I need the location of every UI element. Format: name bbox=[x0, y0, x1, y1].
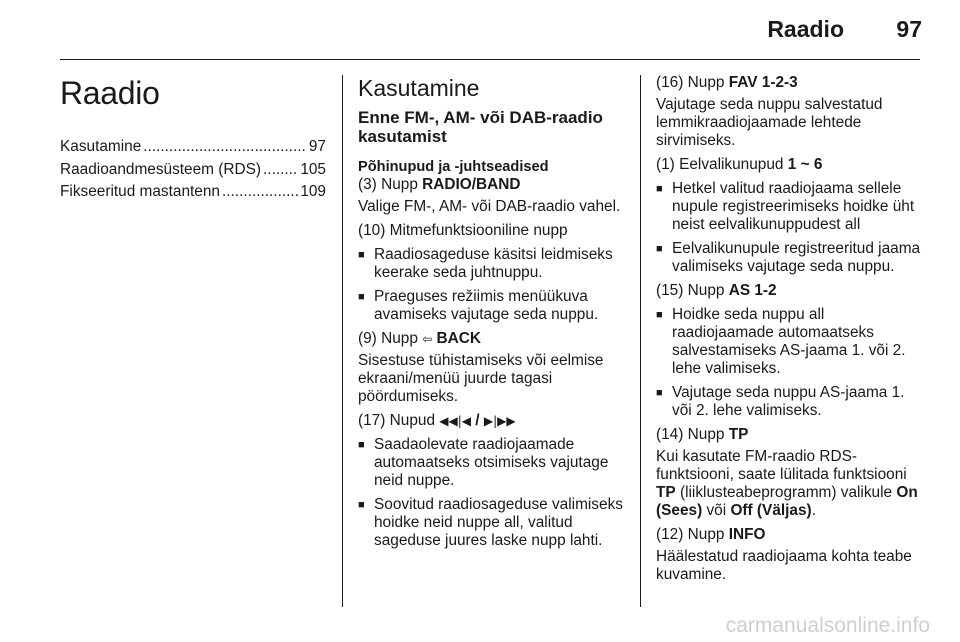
chapter-title: Raadio bbox=[60, 75, 160, 111]
as-item bbox=[656, 282, 922, 420]
section-subtitle: Enne FM-, AM- või DAB-raadio kasutamist bbox=[358, 108, 603, 146]
preset-bullet: ■ Eelvalikunupule registreeritud jaama valimiseks vajutage seda nuppu. bbox=[656, 240, 922, 276]
back-desc: Sisestuse tühistamiseks või eelmise ekraani/menüü juurde tagasi pöördumiseks. bbox=[358, 352, 604, 405]
back-item bbox=[358, 330, 626, 406]
column-divider-2 bbox=[640, 75, 641, 607]
tp-desc-tp: TP bbox=[656, 484, 676, 501]
header-section-title: Raadio bbox=[767, 16, 844, 42]
page-header bbox=[0, 0, 960, 62]
toc-entry-page: 97 bbox=[308, 138, 326, 155]
tp-desc bbox=[656, 448, 922, 520]
preset-name: 1 ~ 6 bbox=[787, 156, 823, 173]
info-desc: Häälestatud raadiojaama kohta teabe kuvamine. bbox=[656, 548, 912, 583]
header-rule bbox=[60, 59, 920, 60]
radio-band-prefix: (3) Nupp bbox=[358, 176, 423, 193]
radio-band-name: RADIO/BAND bbox=[422, 176, 521, 193]
back-name: BACK bbox=[436, 330, 481, 347]
preset-prefix: (1) Eelvalikunupud bbox=[656, 156, 788, 173]
footer-watermark: carmanualsonline.info bbox=[725, 614, 930, 637]
seek-bullet: ■ Soovitud raadiosageduse valimiseks hoidke neid nuppe all, valitud sageduse juures laske nupp lahti. bbox=[358, 496, 626, 550]
column-1 bbox=[60, 70, 326, 206]
tp-prefix: (14) Nupp bbox=[656, 426, 729, 443]
seek-previous-icon: ◀◀|◀ bbox=[439, 414, 472, 428]
tp-item bbox=[656, 426, 922, 520]
toc-leader-dots bbox=[263, 161, 298, 179]
fav-desc: Vajutage seda nuppu salvestatud lemmikraadiojaamade lehtede sirvimiseks. bbox=[656, 96, 883, 149]
toc-entry[interactable] bbox=[60, 161, 326, 184]
toc-leader-dots bbox=[222, 183, 298, 201]
toc-entry-page: 105 bbox=[300, 160, 326, 178]
column-2 bbox=[358, 70, 626, 556]
tp-desc-on: On (Sees) bbox=[656, 484, 918, 519]
table-of-contents bbox=[60, 138, 326, 206]
as-bullet: ■ Vajutage seda nuppu AS-jaama 1. või 2. lehe valimiseks. bbox=[656, 384, 922, 420]
tp-desc-part: . bbox=[811, 502, 816, 519]
header-page-number: 97 bbox=[896, 16, 922, 42]
controls-heading: Põhinupud ja -juhtseadised bbox=[358, 159, 549, 175]
toc-entry-label: Fikseeritud mastantenn bbox=[60, 183, 220, 200]
seek-separator: / bbox=[471, 412, 484, 429]
seek-prefix: (17) Nupud bbox=[358, 412, 440, 429]
knob-bullet: ■ Raadiosageduse käsitsi leidmiseks keerake seda juhtnuppu. bbox=[358, 246, 626, 282]
toc-leader-dots bbox=[143, 138, 307, 156]
info-prefix: (12) Nupp bbox=[656, 526, 729, 543]
back-prefix: (9) Nupp bbox=[358, 330, 423, 347]
column-3 bbox=[656, 70, 922, 590]
seek-bullet: ■ Saadaolevate raadiojaamade automaatseks otsimiseks vajutage neid nuppe. bbox=[358, 436, 626, 490]
toc-entry[interactable] bbox=[60, 183, 326, 206]
toc-entry-label: Raadioandmesüsteem (RDS) bbox=[60, 160, 262, 178]
fav-name: FAV 1-2-3 bbox=[728, 74, 798, 91]
column-divider-1 bbox=[342, 75, 343, 607]
seek-next-icon: ▶|▶▶ bbox=[483, 414, 516, 428]
knob-title: (10) Mitmefunktsiooniline nupp bbox=[358, 222, 568, 239]
radio-band-item bbox=[358, 176, 626, 216]
as-name: AS 1-2 bbox=[728, 282, 777, 299]
toc-entry[interactable] bbox=[60, 138, 326, 161]
knob-item bbox=[358, 222, 626, 324]
fav-prefix: (16) Nupp bbox=[656, 74, 729, 91]
knob-bullet: ■ Praeguses režiimis menüükuva avamiseks vajutage seda nuppu. bbox=[358, 288, 626, 324]
seek-item bbox=[358, 412, 626, 550]
section-title: Kasutamine bbox=[358, 75, 480, 101]
toc-entry-page: 109 bbox=[300, 183, 326, 200]
preset-item bbox=[656, 156, 922, 276]
tp-desc-part: (liiklusteabeprogramm) valikule bbox=[675, 484, 897, 501]
radio-band-desc: Valige FM-, AM- või DAB-raadio vahel. bbox=[358, 198, 621, 215]
tp-desc-off: Off (Väljas) bbox=[730, 502, 812, 519]
preset-bullet: ■ Hetkel valitud raadiojaama sellele nupule registreerimiseks hoidke üht neist eelvalikunuppudest all bbox=[656, 180, 922, 234]
as-bullet: ■ Hoidke seda nuppu all raadiojaamade automaatseks salvestamiseks AS-jaama 1. või 2. lehe valimiseks. bbox=[656, 306, 922, 378]
back-arrow-icon: ⇦ bbox=[422, 332, 433, 346]
info-name: INFO bbox=[728, 526, 766, 543]
tp-name: TP bbox=[728, 426, 749, 443]
tp-desc-part: või bbox=[702, 502, 731, 519]
fav-item bbox=[656, 74, 922, 150]
info-item bbox=[656, 526, 922, 584]
toc-entry-label: Kasutamine bbox=[60, 138, 142, 155]
as-prefix: (15) Nupp bbox=[656, 282, 729, 299]
tp-desc-part: Kui kasutate FM-raadio RDS-funktsiooni, saate lülitada funktsiooni bbox=[656, 448, 907, 483]
